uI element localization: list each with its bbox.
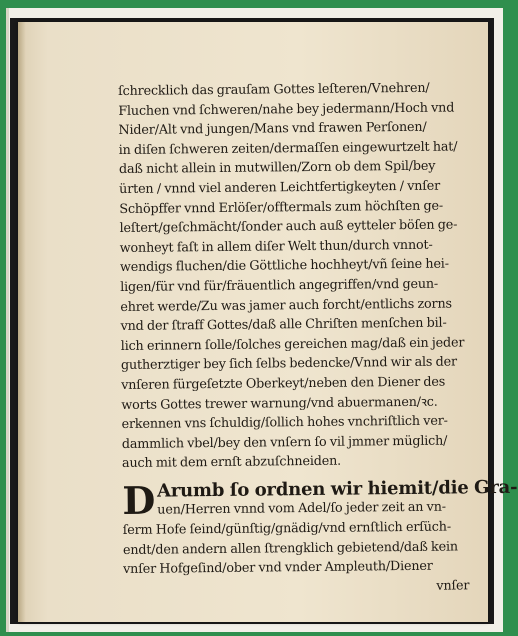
text-line: Fluchen vnd ſchweren/nahe bey jedermann/Hoch vnd	[118, 100, 455, 119]
text-line: endt/den andern allen ſtrengklich gebietend/daß kein	[122, 539, 458, 558]
text-line: vnſer Hofgeſind/ober vnd vnder Ampleuth/Diener	[123, 558, 433, 578]
text-line: wonheyt faſt in allem diſer Welt thun/durch vnnot-	[119, 237, 433, 256]
text-line: erkennen vns ſchuldig/ſollich hohes vnchriſtlich ver-	[121, 413, 448, 433]
text-line: auch mit dem ernſt abzuſchneiden.	[121, 453, 342, 472]
page-edge	[18, 22, 26, 622]
text-line: leſtert/geſchmächt/ſonder auch auß eytteler böſen ge-	[119, 217, 458, 237]
text-line: worts Gottes trewer warnung/vnd abuermanen/ꝛc.	[121, 394, 438, 413]
text-line: ſchrecklich das grauſam Gottes leſteren/Vnehren/	[118, 80, 430, 99]
text-line: Nider/Alt vnd jungen/Mans vnd frawen Perſonen/	[118, 119, 427, 139]
paragraph-2	[122, 476, 518, 599]
text-line: ehret werde/Zu was jamer auch forcht/entlichs zorns	[120, 296, 452, 315]
text-line: uen/Herren vnnd vom Adel/ſo jeder zeit an vn-	[157, 500, 446, 519]
document-text	[118, 78, 518, 599]
text-line: ligen/für vnd für/fräuentlich angegriffen/vnd geun-	[120, 276, 439, 295]
paragraph-1	[118, 78, 474, 474]
text-line: vnd der ſtraff Gottes/daß alle Chriſten menſchen bil-	[120, 315, 447, 335]
text-line: wendigs fluchen/die Göttliche hochheyt/vñ ſeine hei-	[119, 256, 449, 276]
text-line: ſerm Hofe ſeind/günſtig/gnädig/vnd ernſtlich erſüch-	[122, 519, 451, 539]
text-line-first: Arumb ſo ordnen wir hiemit/die Gra-	[156, 476, 518, 502]
text-line: ürten / vnnd viel anderen Leichtfertigkeyten / vnſer	[119, 178, 441, 197]
text-line: Schöpffer vnnd Erlöſer/offtermals zum höchſten ge-	[119, 198, 444, 217]
text-line: daß nicht allein in mutwillen/Zorn ob dem Spil/bey	[118, 159, 436, 178]
text-line: in diſen ſchweren zeiten/dermaſſen eingewurtzelt hat/	[118, 139, 458, 158]
text-line: dammlich vbel/bey den vnſern ſo vil jmmer müglich/	[121, 433, 448, 452]
drop-initial: D	[122, 477, 156, 523]
catchword: vnſer	[436, 578, 470, 594]
text-line: lich erinnern ſolle/ſolches gereichen mag/daß ein jeder	[120, 335, 465, 354]
text-line: vnſeren fürgeſetzte Oberkeyt/neben den Diener des	[121, 374, 446, 393]
text-line: gutherztiger bey ſich ſelbs bedencke/Vnnd wir als der	[120, 354, 458, 374]
